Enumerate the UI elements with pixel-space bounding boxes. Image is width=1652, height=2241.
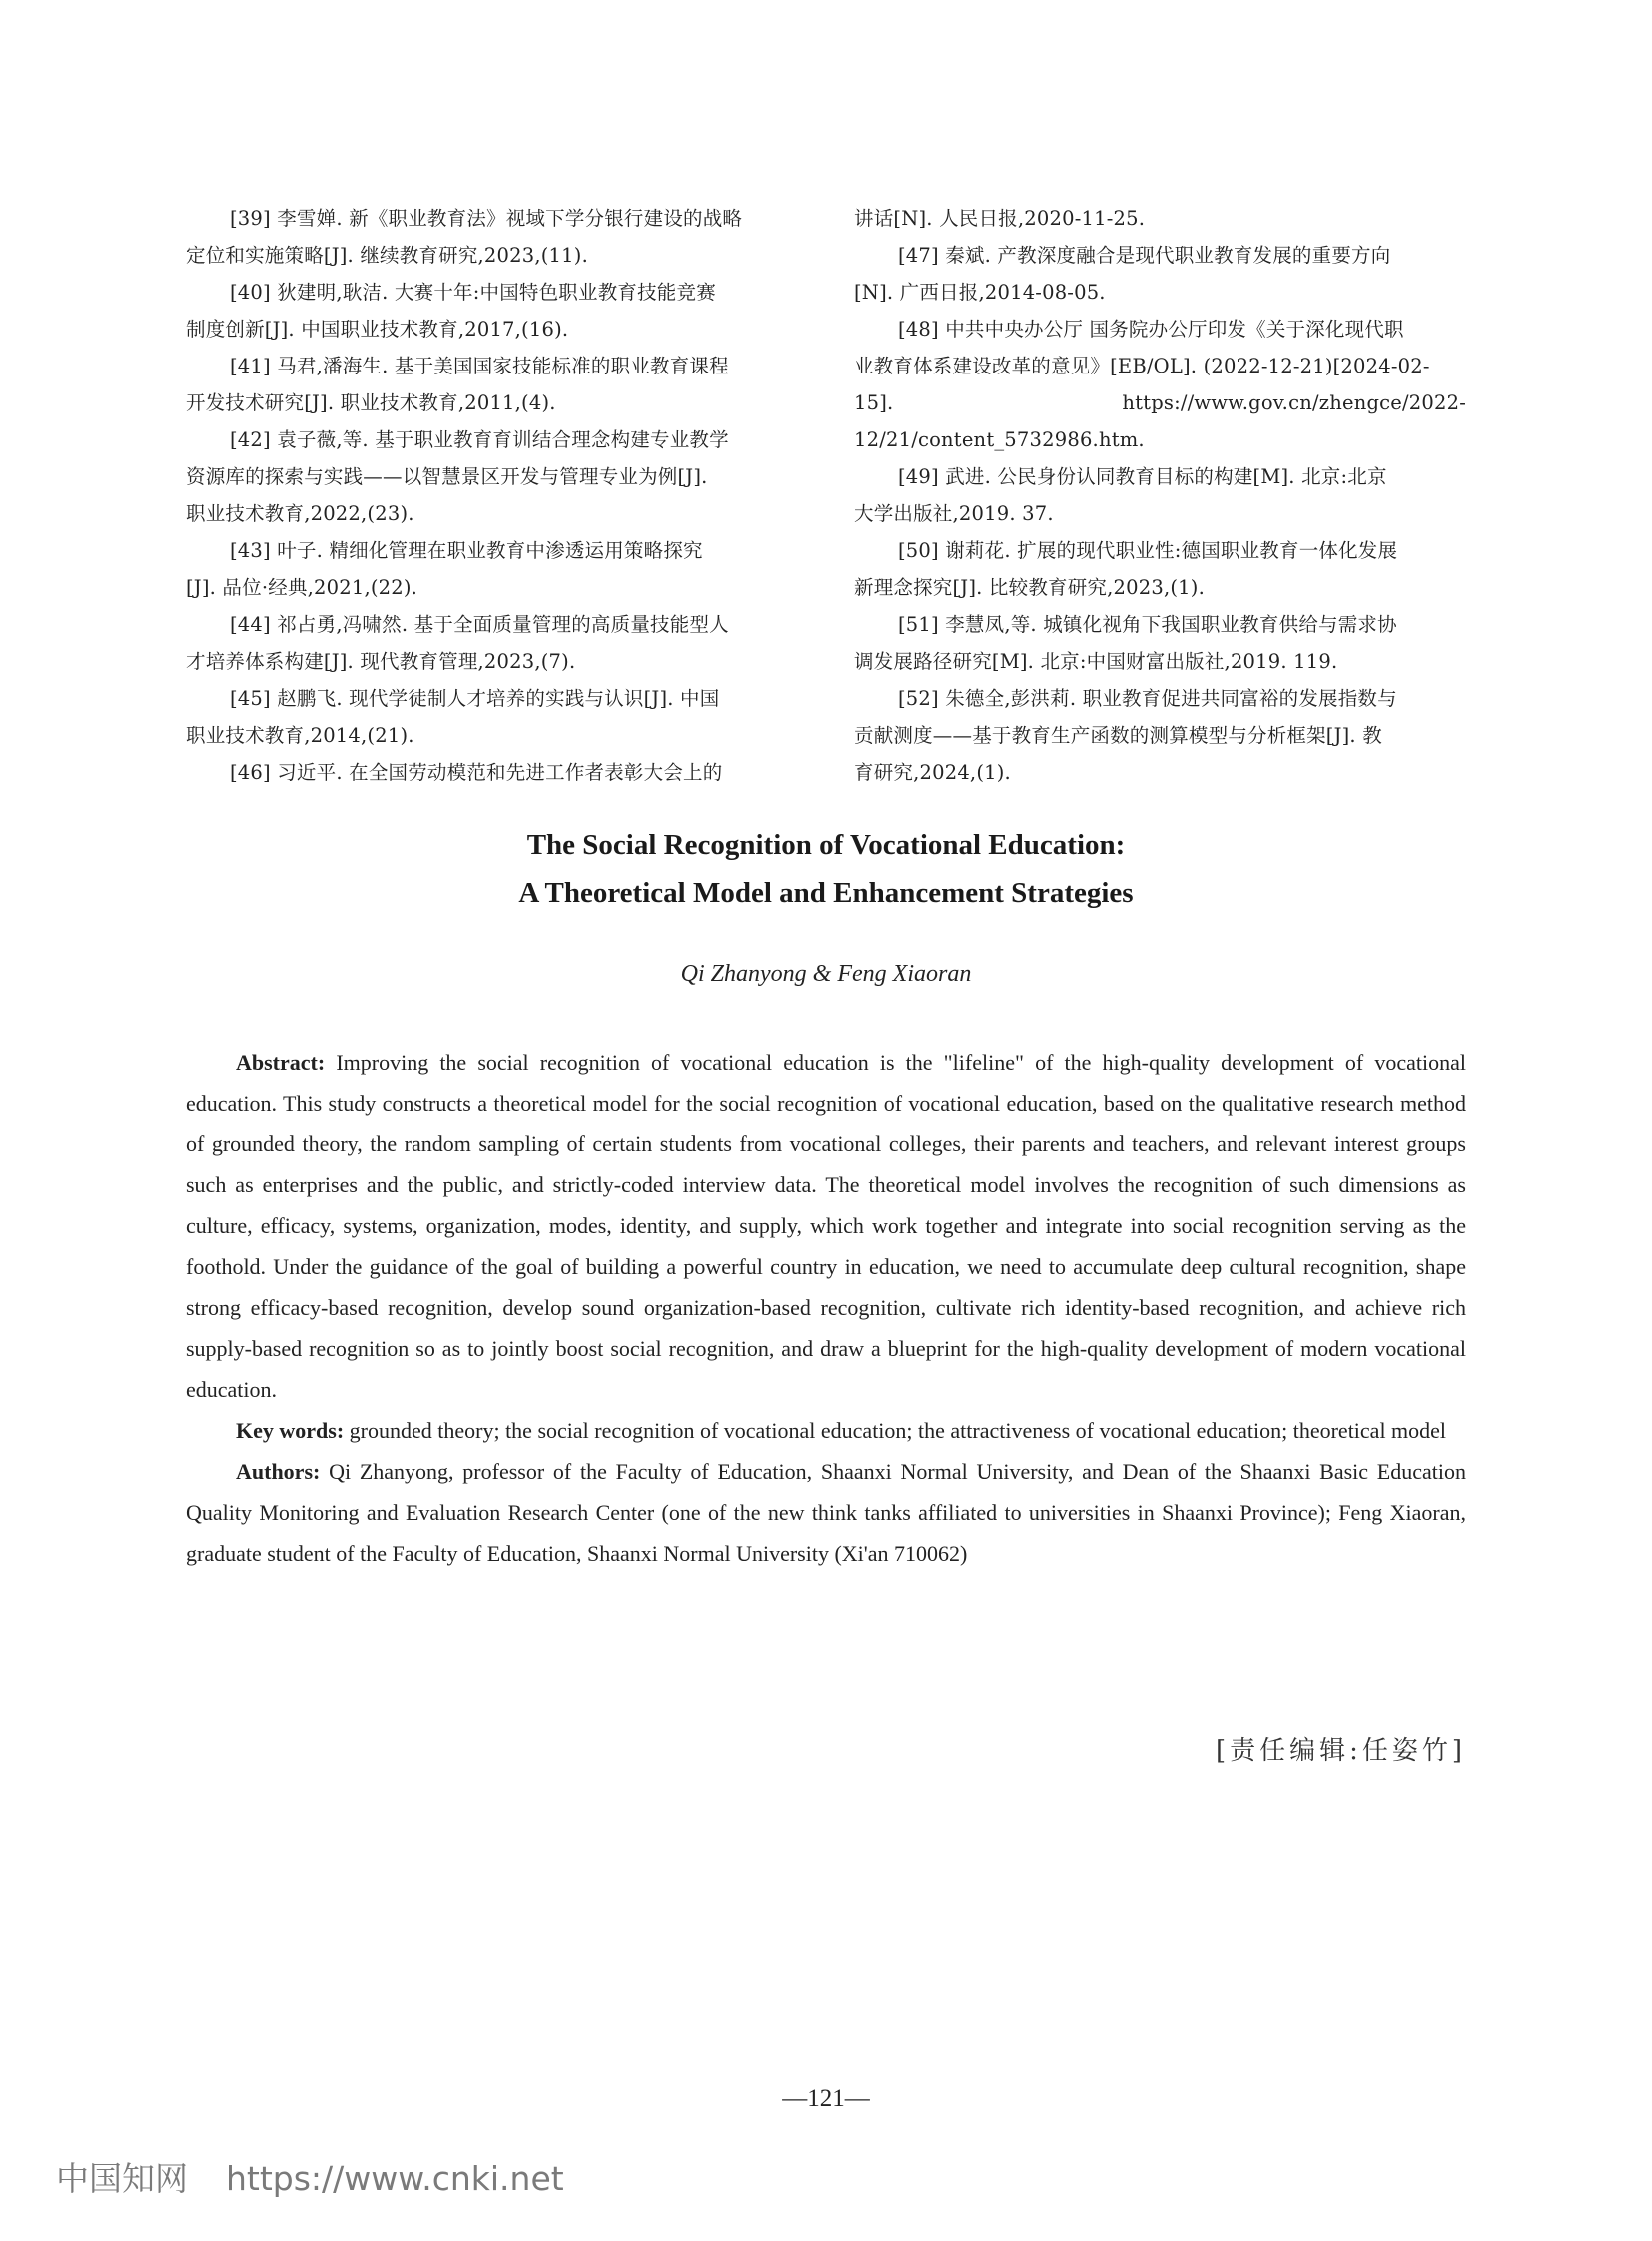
author-names: Qi Zhanyong & Feng Xiaoran [680,961,972,987]
reference-line: 职业技术教育,2014,(21). [186,724,414,747]
cnki-watermark [56,2153,564,2200]
abstract-paragraph [186,1042,1466,1410]
reference-line: [J]. 品位·经典,2021,(22). [186,576,418,599]
references-right-column [854,200,1466,791]
watermark-url: https://www.cnki.net [226,2159,564,2198]
reference-line: 才培养体系构建[J]. 现代教育管理,2023,(7). [186,650,576,673]
reference-line: [42] 袁子薇,等. 基于职业教育育训结合理念构建专业教学 [230,428,729,451]
reference-line: [45] 赵鹏飞. 现代学徒制人才培养的实践与认识[J]. 中国 [230,687,720,710]
reference-line: [50] 谢莉花. 扩展的现代职业性:德国职业教育一体化发展 [898,539,1398,562]
reference-line: [39] 李雪婵. 新《职业教育法》视域下学分银行建设的战略 [230,207,743,230]
keywords-paragraph [186,1410,1466,1451]
reference-line: 新理念探究[J]. 比较教育研究,2023,(1). [854,576,1205,599]
reference-line: [44] 祁占勇,冯啸然. 基于全面质量管理的高质量技能型人 [230,613,729,636]
reference-line: [N]. 广西日报,2014-08-05. [854,281,1106,304]
reference-line: 定位和实施策略[J]. 继续教育研究,2023,(11). [186,244,588,267]
reference-line: 贡献测度——基于教育生产函数的测算模型与分析框架[J]. 教 [854,724,1382,747]
authors-label: Authors: [236,1459,321,1484]
keywords-label: Key words: [236,1418,345,1443]
reference-line: [49] 武进. 公民身份认同教育目标的构建[M]. 北京:北京 [898,465,1387,488]
keywords-text: grounded theory; the social recognition of vocational education; the attractiveness of vocational education; theoretical model [344,1418,1447,1443]
reference-line: 职业技术教育,2022,(23). [186,502,414,525]
reference-line: [43] 叶子. 精细化管理在职业教育中渗透运用策略探究 [230,539,703,562]
watermark-brand: 中国知网 [56,2159,188,2198]
reference-line: [47] 秦斌. 产教深度融合是现代职业教育发展的重要方向 [898,244,1391,267]
reference-line: 开发技术研究[J]. 职业技术教育,2011,(4). [186,391,556,414]
reference-line: [51] 李慧凤,等. 城镇化视角下我国职业教育供给与需求协 [898,613,1397,636]
reference-line: 资源库的探索与实践——以智慧景区开发与管理专业为例[J]. [186,465,708,488]
responsible-editor-note: [责任编辑:任姿竹] [1215,1736,1466,1766]
authors-paragraph [186,1451,1466,1574]
reference-line: 制度创新[J]. 中国职业技术教育,2017,(16). [186,318,569,341]
abstract-label: Abstract: [236,1050,326,1075]
english-abstract-section [186,1042,1466,1574]
reference-line: 业教育体系建设改革的意见》[EB/OL]. (2022-12-21)[2024-02- [854,355,1430,377]
reference-line: 调发展路径研究[M]. 北京:中国财富出版社,2019. 119. [854,650,1338,673]
authors-text: Qi Zhanyong, professor of the Faculty of Education, Shaanxi Normal University, and Dean of the Shaanxi Basic Education Quality Monitoring and Evaluation Research Center (one of the new think tanks affiliated to universities in Shaanxi Province); Feng Xiaoran, graduate student of the Faculty of Education, Shaanxi Normal University (Xi'an 710062) [186,1459,1466,1566]
reference-line: [40] 狄建明,耿洁. 大赛十年:中国特色职业教育技能竞赛 [230,281,716,304]
page-number: —121— [782,2085,870,2112]
reference-line: [52] 朱德全,彭洪莉. 职业教育促进共同富裕的发展指数与 [898,687,1397,710]
reference-line: 育研究,2024,(1). [854,761,1011,784]
reference-line: 讲话[N]. 人民日报,2020-11-25. [854,207,1146,230]
reference-line: [48] 中共中央办公厅 国务院办公厅印发《关于深化现代职 [898,318,1404,341]
abstract-text: Improving the social recognition of vocational education is the "lifeline" of the high-quality development of vocational education. This study constructs a theoretical model for the social recognition of vocational education, based on the qualitative research method of grounded theory, the random sampling of certain students from vocational colleges, their parents and teachers, and relevant interest groups such as enterprises and the public, and strictly-coded interview data. The theoretical model involves the recognition of such dimensions as culture, efficacy, systems, organization, modes, identity, and supply, which work together and integrate into social recognition serving as the foothold. Under the guidance of the goal of building a powerful country in education, we need to accumulate deep cultural recognition, shape strong efficacy-based recognition, develop sound organization-based recognition, cultivate rich identity-based recognition, and achieve rich supply-based recognition so as to jointly boost social recognition, and draw a blueprint for the high-quality development of modern vocational education. [186,1050,1466,1402]
references-left-column [186,200,795,791]
title-line-1: The Social Recognition of Vocational Education: [526,829,1126,861]
reference-line: [46] 习近平. 在全国劳动模范和先进工作者表彰大会上的 [230,761,723,784]
title-line-2: A Theoretical Model and Enhancement Strategies [518,877,1134,909]
reference-line: [41] 马君,潘海生. 基于美国国家技能标准的职业教育课程 [230,355,729,377]
reference-line: 15]. https://www.gov.cn/zhengce/2022-12/21/content_5732986.htm. [854,391,1466,451]
english-title [0,821,1652,917]
reference-line: 大学出版社,2019. 37. [854,502,1054,525]
